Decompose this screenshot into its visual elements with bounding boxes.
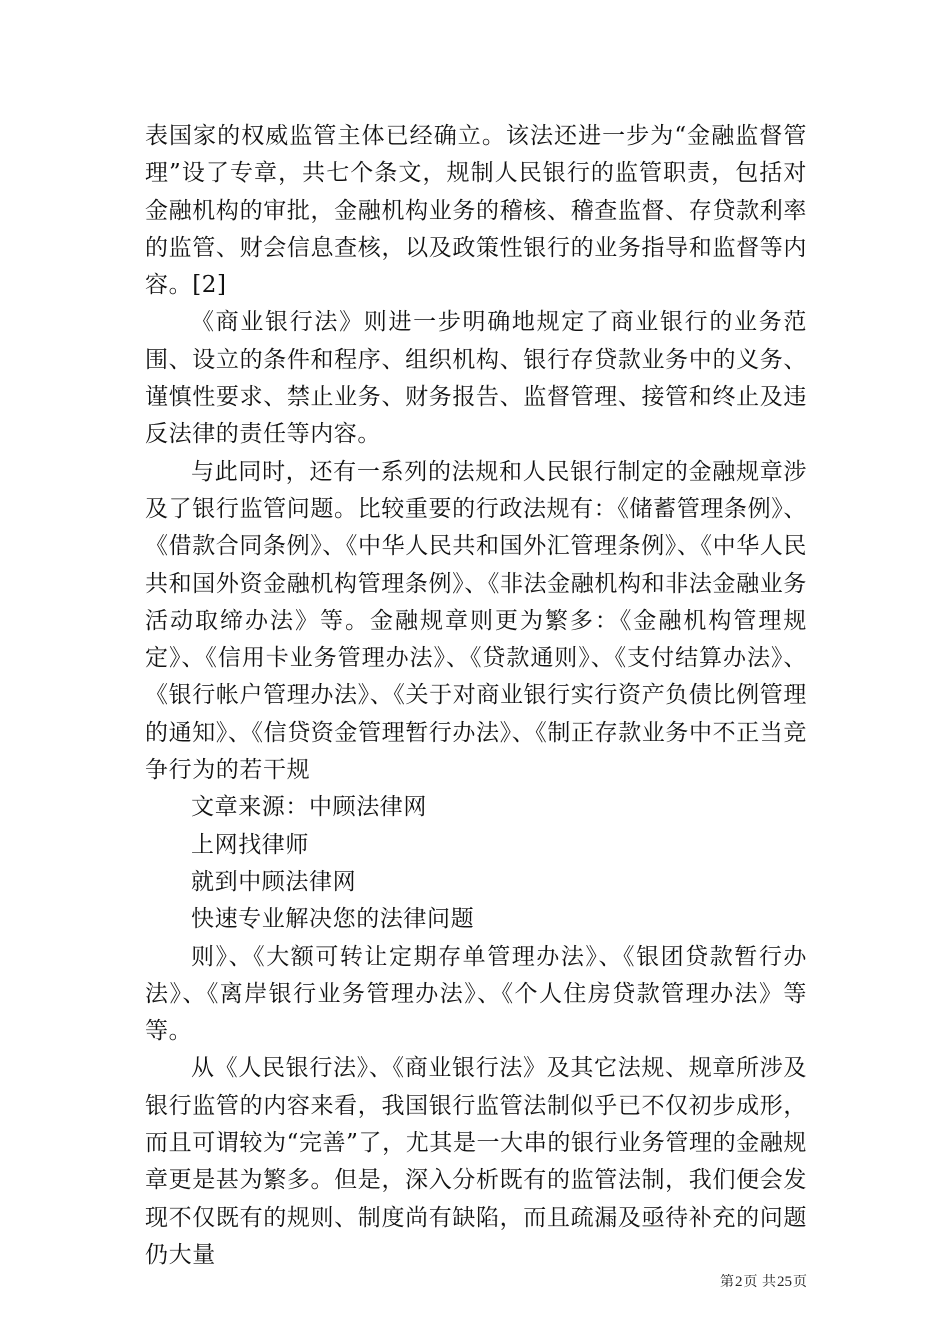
footer-suffix: 页 bbox=[793, 1274, 807, 1290]
footer-prefix: 第 bbox=[720, 1274, 735, 1290]
source-line: 文章来源：中顾法律网 bbox=[191, 794, 427, 821]
total-pages-number: 25 bbox=[777, 1274, 792, 1290]
footer-middle: 页 共 bbox=[743, 1274, 776, 1290]
paragraph-4: 则》、《大额可转让定期存单管理办法》、《银团贷款暂行办法》、《离岸银行业务管理办法》、《个人住房贷款管理办法》等等。 bbox=[145, 943, 807, 1045]
ad-line-2: 就到中顾法律网 bbox=[191, 868, 357, 895]
page-footer bbox=[0, 1273, 807, 1291]
paragraph-3: 与此同时，还有一系列的法规和人民银行制定的金融规章涉及了银行监管问题。比较重要的行政法规有：《储蓄管理条例》、《借款合同条例》、《中华人民共和国外汇管理条例》、《中华人民共和国外资金融机构管理条例》、《非法金融机构和非法金融业务活动取缔办法》等。金融规章则更为繁多：《金融机构管理规定》、《信用卡业务管理办法》、《贷款通则》、《支付结算办法》、《银行帐户管理办法》、《关于对商业银行实行资产负债比例管理的通知》、《信贷资金管理暂行办法》、《制正存款业务中不正当竞争行为的若干规 bbox=[145, 458, 807, 784]
paragraph-5: 从《人民银行法》、《商业银行法》及其它法规、规章所涉及银行监管的内容来看，我国银行监管法制似乎已不仅初步成形，而且可谓较为“完善”了，尤其是一大串的银行业务管理的金融规章更是甚为繁多。但是，深入分析既有的监管法制，我们便会发现不仅既有的规则、制度尚有缺陷，而且疏漏及亟待补充的问题仍大量 bbox=[145, 1055, 807, 1268]
ad-line-1: 上网找律师 bbox=[191, 831, 309, 858]
current-page-number: 2 bbox=[735, 1274, 743, 1290]
paragraph-2: 《商业银行法》则进一步明确地规定了商业银行的业务范围、设立的条件和程序、组织机构、银行存贷款业务中的义务、谨慎性要求、禁止业务、财务报告、监督管理、接管和终止及违反法律的责任等内容。 bbox=[145, 309, 807, 448]
body-text bbox=[145, 118, 807, 1274]
ad-line-3: 快速专业解决您的法律问题 bbox=[191, 906, 475, 933]
paragraph-1: 表国家的权威监管主体已经确立。该法还进一步为“金融监督管理”设了专章，共七个条文，规制人民银行的监管职责，包括对金融机构的审批，金融机构业务的稽核、稽查监督、存贷款利率的监管、财会信息查核，以及政策性银行的业务指导和监督等内容。[2] bbox=[145, 123, 807, 299]
